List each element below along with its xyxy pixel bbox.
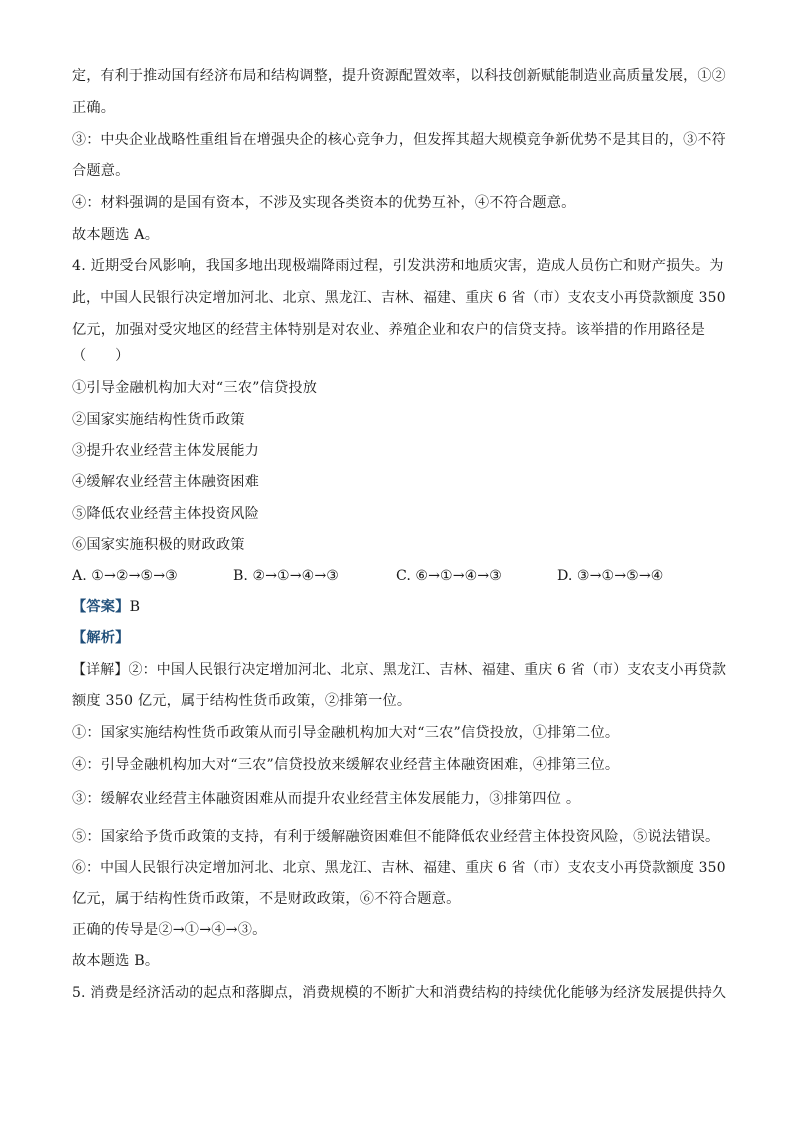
answer-blank: （ ） [72, 348, 130, 364]
text-line: ③：中央企业战略性重组旨在增强央企的核心竞争力，但发挥其超大规模竞争新优势不是其目的，③不符 [72, 132, 726, 148]
choice-option-a: A. ①→②→⑤→③ [72, 568, 178, 584]
choice-option-d: D. ③→①→⑤→④ [557, 568, 664, 584]
statement-item: ⑥国家实施积极的财政政策 [72, 537, 245, 553]
detail-line: 故本题选 B。 [72, 953, 160, 969]
answer-label: 【答案】 [72, 599, 130, 615]
text-line: 合题意。 [72, 163, 130, 179]
detail-line: ⑤：国家给予货币政策的支持，有利于缓解融资困难但不能降低农业经营主体投资风险，⑤说法错误。 [72, 829, 720, 845]
detail-line: ③：缓解农业经营主体融资困难从而提升农业经营主体发展能力，③排第四位 。 [72, 791, 581, 807]
statement-item: ①引导金融机构加大对“三农”信贷投放 [72, 380, 318, 396]
statement-item: ②国家实施结构性货币政策 [72, 412, 245, 428]
detail-line [72, 660, 726, 680]
detail-line: ①：国家实施结构性货币政策从而引导金融机构加大对“三农”信贷投放，①排第二位。 [72, 725, 620, 741]
text-line: 正确。 [72, 100, 116, 116]
analysis-heading [72, 628, 130, 648]
detail-line: ④：引导金融机构加大对“三农”信贷投放来缓解农业经营主体融资困难，④排第三位。 [72, 757, 620, 773]
detail-label: 【详解】 [72, 662, 129, 678]
text-line: ④：材料强调的是国有资本，不涉及实现各类资本的优势互补，④不符合题意。 [72, 195, 576, 211]
detail-line: 亿元，属于结构性货币政策，不是财政政策，⑥不符合题意。 [72, 891, 461, 907]
statement-item: ⑤降低农业经营主体投资风险 [72, 506, 260, 522]
question-stem: 5. 消费是经济活动的起点和落脚点，消费规模的不断扩大和消费结构的持续优化能够为经济发展提供持久 [72, 985, 727, 1001]
detail-line: ⑥：中国人民银行决定增加河北、北京、黑龙江、吉林、福建、重庆 6 省（市）支农支小再贷款额度 350 [72, 860, 726, 876]
text-line: 故本题选 A。 [72, 227, 160, 243]
analysis-label: 【解析】 [72, 630, 130, 646]
detail-text: ②：中国人民银行决定增加河北、北京、黑龙江、吉林、福建、重庆 6 省（市）支农支小再贷款 [128, 662, 727, 678]
question-stem: 4. 近期受台风影响，我国多地出现极端降雨过程，引发洪涝和地质灾害，造成人员伤亡和财产损失。为 [72, 258, 724, 274]
answer-value: B [129, 599, 141, 615]
answer-line [72, 597, 140, 617]
text-line: 定，有利于推动国有经济布局和结构调整，提升资源配置效率，以科技创新赋能制造业高质量发展，①② [72, 68, 726, 84]
statement-item: ④缓解农业经营主体融资困难 [72, 474, 260, 490]
statement-item: ③提升农业经营主体发展能力 [72, 443, 260, 459]
choice-option-c: C. ⑥→①→④→③ [396, 568, 502, 584]
detail-line: 正确的传导是②→①→④→③。 [72, 922, 267, 938]
question-stem: 亿元，加强对受灾地区的经营主体特别是对农业、养殖企业和农户的信贷支持。该举措的作用路径是 [72, 322, 706, 338]
detail-line: 额度 350 亿元，属于结构性货币政策，②排第一位。 [72, 693, 412, 709]
question-stem: 此，中国人民银行决定增加河北、北京、黑龙江、吉林、福建、重庆 6 省（市）支农支小再贷款额度 350 [72, 290, 726, 306]
choice-option-b: B. ②→①→④→③ [233, 568, 339, 584]
